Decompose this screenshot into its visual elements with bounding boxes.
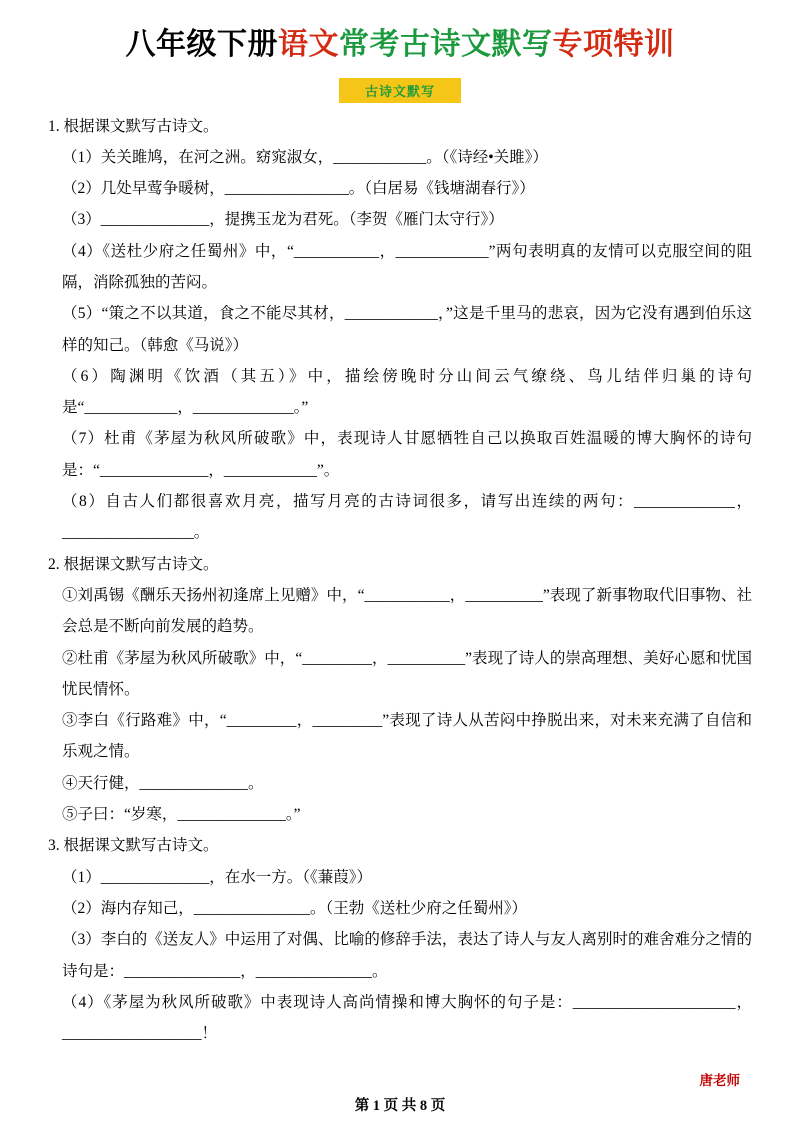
title-segment-training: 专项特训: [552, 28, 675, 61]
question-item: （1）关关雎鸠，在河之洲。窈窕淑女，____________。（《诗经•关雎》）: [62, 148, 548, 166]
question-item: （6）陶渊明《饮酒（其五）》中，描绘傍晚时分山间云气缭绕、鸟儿结伴归巢的诗句是“____________，_____________。”: [62, 367, 752, 417]
question-item: （3）______________，提携玉龙为君死。（李贺《雁门太守行》）: [62, 211, 504, 229]
question-item: ②杜甫《茅屋为秋风所破歌》中，“_________，__________”表现了诗人的崇高理想、美好心愿和忧国忧民情怀。: [62, 649, 752, 698]
section-heading: 1. 根据课文默写古诗文。: [48, 117, 219, 135]
status-badge: 古诗文默写: [339, 78, 461, 103]
question-item: （8）自古人们都很喜欢月亮，描写月亮的古诗词很多，请写出连续的两句：_____________，_________________。: [62, 493, 752, 542]
question-item: ⑤子曰：“岁寒，______________。”: [62, 806, 301, 824]
question-item: （7）杜甫《茅屋为秋风所破歌》中，表现诗人甘愿牺牲自己以换取百姓温暖的博大胸怀的诗句是：“______________，____________”。: [62, 430, 752, 479]
question-item: ①刘禹锡《酬乐天扬州初逢席上见赠》中，“___________，__________”表现了新事物取代旧事物、社会总是不断向前发展的趋势。: [62, 586, 752, 636]
document-body: [48, 111, 752, 1050]
section-heading: 3. 根据课文默写古诗文。: [48, 837, 219, 855]
question-item: （2）海内存知己，_______________。（王勃《送杜少府之任蜀州》）: [62, 899, 528, 917]
section-heading: 2. 根据课文默写古诗文。: [48, 555, 219, 573]
question-item: （3）李白的《送友人》中运用了对偶、比喻的修辞手法，表达了诗人与友人离别时的难舍难分之情的诗句是：_______________，_______________。: [62, 931, 752, 980]
question-item: ③李白《行路难》中，“_________，_________”表现了诗人从苦闷中挣脱出来，对未来充满了自信和乐观之情。: [62, 712, 752, 761]
teacher-signature: 唐老师: [699, 1073, 740, 1088]
question-item: ④天行健，______________。: [62, 774, 264, 792]
page-title: [48, 26, 752, 64]
page-footer: 第 1 页 共 8 页: [354, 1098, 446, 1114]
question-item: （1）______________，在水一方。（《蒹葭》）: [62, 868, 373, 886]
question-item: （5）“策之不以其道，食之不能尽其材，____________，”这是千里马的悲哀，因为它没有遇到伯乐这样的知己。（韩愈《马说》）: [62, 305, 752, 354]
title-segment-subject: 语文: [278, 28, 339, 61]
badge-row: [48, 78, 752, 103]
question-item: （2）几处早莺争暖树，________________。（白居易《钱塘湖春行》）: [62, 180, 535, 198]
title-segment-topic: 常考古诗文默写: [339, 28, 553, 61]
title-segment-grade: 八年级下册: [125, 28, 278, 61]
question-item: （4）《茅屋为秋风所破歌》中表现诗人高尚情操和博大胸怀的句子是：_____________________，__________________！: [62, 993, 752, 1043]
question-item: （4）《送杜少府之任蜀州》中，“___________，____________”两句表明真的友情可以克服空间的阻隔，消除孤独的苦闷。: [62, 242, 752, 291]
